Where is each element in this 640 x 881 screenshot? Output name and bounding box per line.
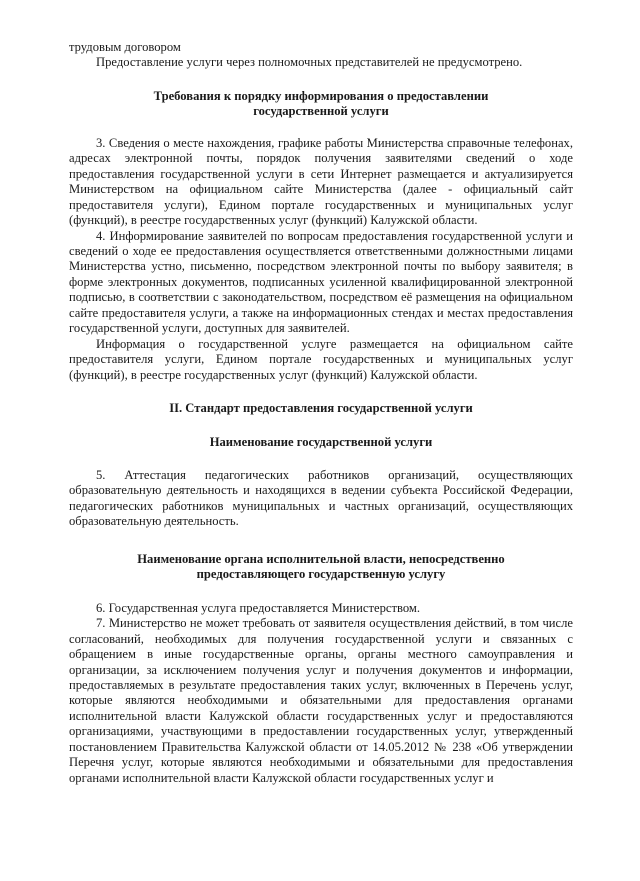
inform-heading-line-2: государственной услуги	[253, 104, 389, 119]
paragraph-6: 6. Государственная услуга предоставляется Министерством.	[96, 600, 421, 615]
paragraph-5: 5. Аттестация педагогических работников организаций, осуществляющих образовательную деятельность и находящихся в ведении субъекта Российской Федерации, педагогических работников муниципальных и частных организаций, осуществляющих образовательную деятельность.	[69, 467, 573, 529]
authority-heading-line-1: Наименование органа исполнительной власти, непосредственно	[137, 551, 505, 566]
intro-line-2: Предоставление услуги через полномочных представителей не предусмотрено.	[96, 55, 523, 70]
paragraph-3: 3. Сведения о месте нахождения, графике работы Министерства справочные телефонах, адресах электронной почты, порядок получения заявителями сведений о ходе предоставления государственной услуги в сети Интернет размещается и актуализируется Министерством на официальном сайте Министерства (далее - официальный сайт предоставителя услуги), Едином портале государственных и муниципальных услуг (функций), в реестре государственных услуг (функций) Калужской области.	[69, 135, 573, 228]
service-name-heading: Наименование государственной услуги	[209, 434, 433, 449]
paragraph-4: 4. Информирование заявителей по вопросам предоставления государственной услуги и сведений о ходе ее предоставления осуществляется ответственными должностными лицами Министерства устно, письменно, посредством электронной почты по выбору заявителя; в форме электронных документов, подписанных усиленной квалифицированной электронной подписью, в соответствии с законодательством, посредством её размещения на официальном сайте предоставителя услуги, а также на информационных стендах и местах предоставления государственной услуги, доступных для заявителей.	[69, 228, 573, 336]
intro-line-1: трудовым договором	[69, 40, 181, 54]
authority-heading-line-2: предоставляющего государственную услугу	[196, 567, 446, 582]
paragraph-info: Информация о государственной услуге размещается на официальном сайте предоставителя услуги, Едином портале государственных и муниципальных услуг (функций), в реестре государственных услуг (функций) Калужской области.	[69, 336, 573, 382]
inform-heading-line-1: Требования к порядку информирования о предоставлении	[153, 88, 489, 103]
paragraph-7: 7. Министерство не может требовать от заявителя осуществления действий, в том числе согласований, необходимых для получения государственной услуги и связанных с обращением в иные государственные органы, органы местного самоуправления и организации, за исключением получения услуг и получения документов и информации, предоставляемых в результате предоставления таких услуг, включенных в Перечень услуг, которые являются необходимыми и обязательными для предоставления органами исполнительной власти Калужской области государственных услуг и предоставляются организациями, участвующими в предоставлении государственных услуг, утвержденный постановлением Правительства Калужской области от 14.05.2012 № 238 «Об утверждении Перечня услуг, которые являются необходимыми и обязательными для предоставления органами исполнительной власти Калужской области государственных услуг и	[69, 616, 573, 785]
document-body	[69, 40, 573, 786]
section-2-heading: II. Стандарт предоставления государственной услуги	[169, 401, 473, 416]
